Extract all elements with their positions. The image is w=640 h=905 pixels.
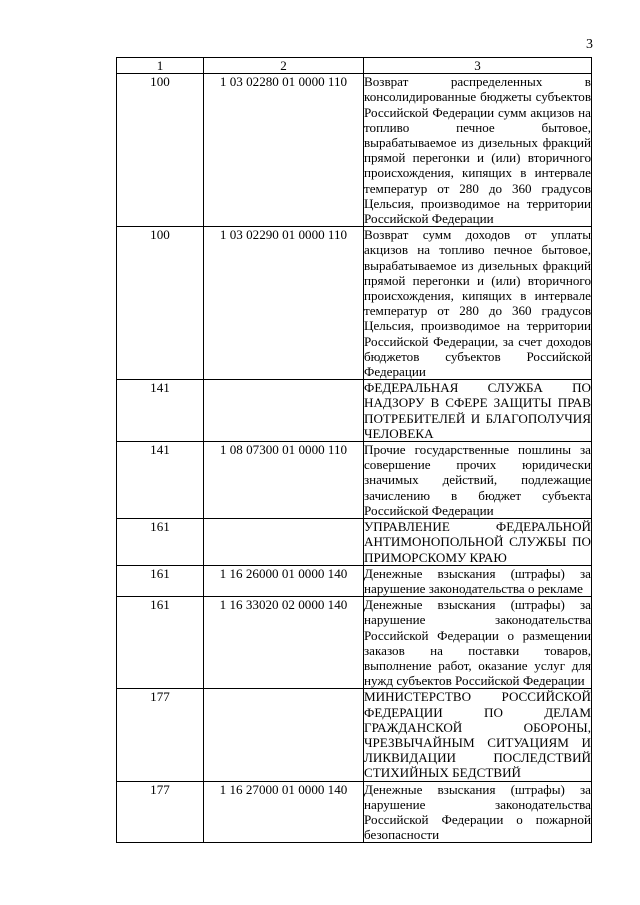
table-row-agency (117, 519, 592, 566)
revenue-code-cell: 1 03 02290 01 0000 110 (204, 227, 364, 380)
revenue-code-cell (204, 519, 364, 566)
page-number: 3 (586, 37, 593, 52)
admin-code-cell: 161 (117, 597, 204, 689)
admin-code-cell: 161 (117, 565, 204, 596)
agency-name-last-line: ЧЕЛОВЕКА (364, 425, 434, 441)
table-row (117, 442, 592, 519)
admin-code-cell: 177 (117, 689, 204, 781)
agency-name-text: МИНИСТЕРСТВО РОССИЙСКОЙ ФЕДЕРАЦИИ ПО ДЕЛАМ ГРАЖДАНСКОЙ ОБОРОНЫ, ЧРЕЗВЫЧАЙНЫМ СИТУАЦИЯМ И ЛИКВИДАЦИИ ПОСЛЕДСТВИЙ (364, 689, 591, 766)
agency-name-cell (364, 689, 592, 781)
agency-name-text: ФЕДЕРАЛЬНАЯ СЛУЖБА ПО НАДЗОРУ В СФЕРЕ ЗАЩИТЫ ПРАВ ПОТРЕБИТЕЛЕЙ И БЛАГОПОЛУЧИЯ (364, 380, 591, 426)
table-header-row (117, 58, 592, 74)
table-row (117, 227, 592, 380)
table-row (117, 597, 592, 689)
revenue-code-cell: 1 03 02280 01 0000 110 (204, 74, 364, 227)
table-row-agency (117, 380, 592, 442)
agency-name-cell (364, 380, 592, 442)
revenue-classification-table (116, 57, 592, 843)
revenue-code-cell: 1 16 26000 01 0000 140 (204, 565, 364, 596)
description-cell: Денежные взыскания (штрафы) за нарушение законодательства о рекламе (364, 565, 591, 596)
admin-code-cell: 141 (117, 442, 204, 519)
agency-name-text: УПРАВЛЕНИЕ ФЕДЕРАЛЬНОЙ АНТИМОНОПОЛЬНОЙ СЛУЖБЫ ПО (364, 519, 591, 550)
admin-code-cell: 141 (117, 380, 204, 442)
table-row (117, 74, 592, 227)
column-header-2: 2 (204, 58, 364, 74)
description-cell: Прочие государственные пошлины за совершение прочих юридически значимых действий, подлежащие зачислению в бюджет субъекта Российской Федерации (364, 442, 591, 518)
agency-name-cell (364, 519, 592, 566)
description-cell: Денежные взыскания (штрафы) за нарушение законодательства Российской Федерации о размещении заказов на поставки товаров, выполнение работ, оказание услуг для нужд субъектов Российской Федерации (364, 597, 591, 689)
revenue-code-cell: 1 08 07300 01 0000 110 (204, 442, 364, 519)
revenue-code-cell (204, 689, 364, 781)
description-cell: Возврат распределенных в консолидированные бюджеты субъектов Российской Федерации сумм акцизов на топливо печное бытовое, вырабатываемое из дизельных фракций прямой перегонки и (или) вторичного происхождения, кипящих в интервале температур от 280 до 360 градусов Цельсия, производимое на территории Российской Федерации (364, 74, 591, 227)
admin-code-cell: 100 (117, 74, 204, 227)
table-row (117, 781, 592, 843)
description-cell: Денежные взыскания (штрафы) за нарушение законодательства Российской Федерации о пожарной безопасности (364, 781, 591, 843)
revenue-code-cell: 1 16 33020 02 0000 140 (204, 597, 364, 689)
admin-code-cell: 161 (117, 519, 204, 566)
description-cell: Возврат сумм доходов от уплаты акцизов на топливо печное бытовое, вырабатываемое из дизельных фракций прямой перегонки и (или) вторичного происхождения, кипящих в интервале температур от 280 до 360 градусов Цельсия, производимое на территории Российской Федерации, за счет доходов бюджетов субъектов Российской Федерации (364, 227, 591, 380)
agency-name-last-line: СТИХИЙНЫХ БЕДСТВИЙ (364, 765, 521, 781)
table-row (117, 565, 592, 596)
admin-code-cell: 177 (117, 781, 204, 843)
admin-code-cell: 100 (117, 227, 204, 380)
agency-name-last-line: ПРИМОРСКОМУ КРАЮ (364, 549, 507, 565)
revenue-code-cell: 1 16 27000 01 0000 140 (204, 781, 364, 843)
table-row-agency (117, 689, 592, 781)
column-header-1: 1 (117, 58, 204, 74)
revenue-code-cell (204, 380, 364, 442)
column-header-3: 3 (364, 58, 592, 74)
